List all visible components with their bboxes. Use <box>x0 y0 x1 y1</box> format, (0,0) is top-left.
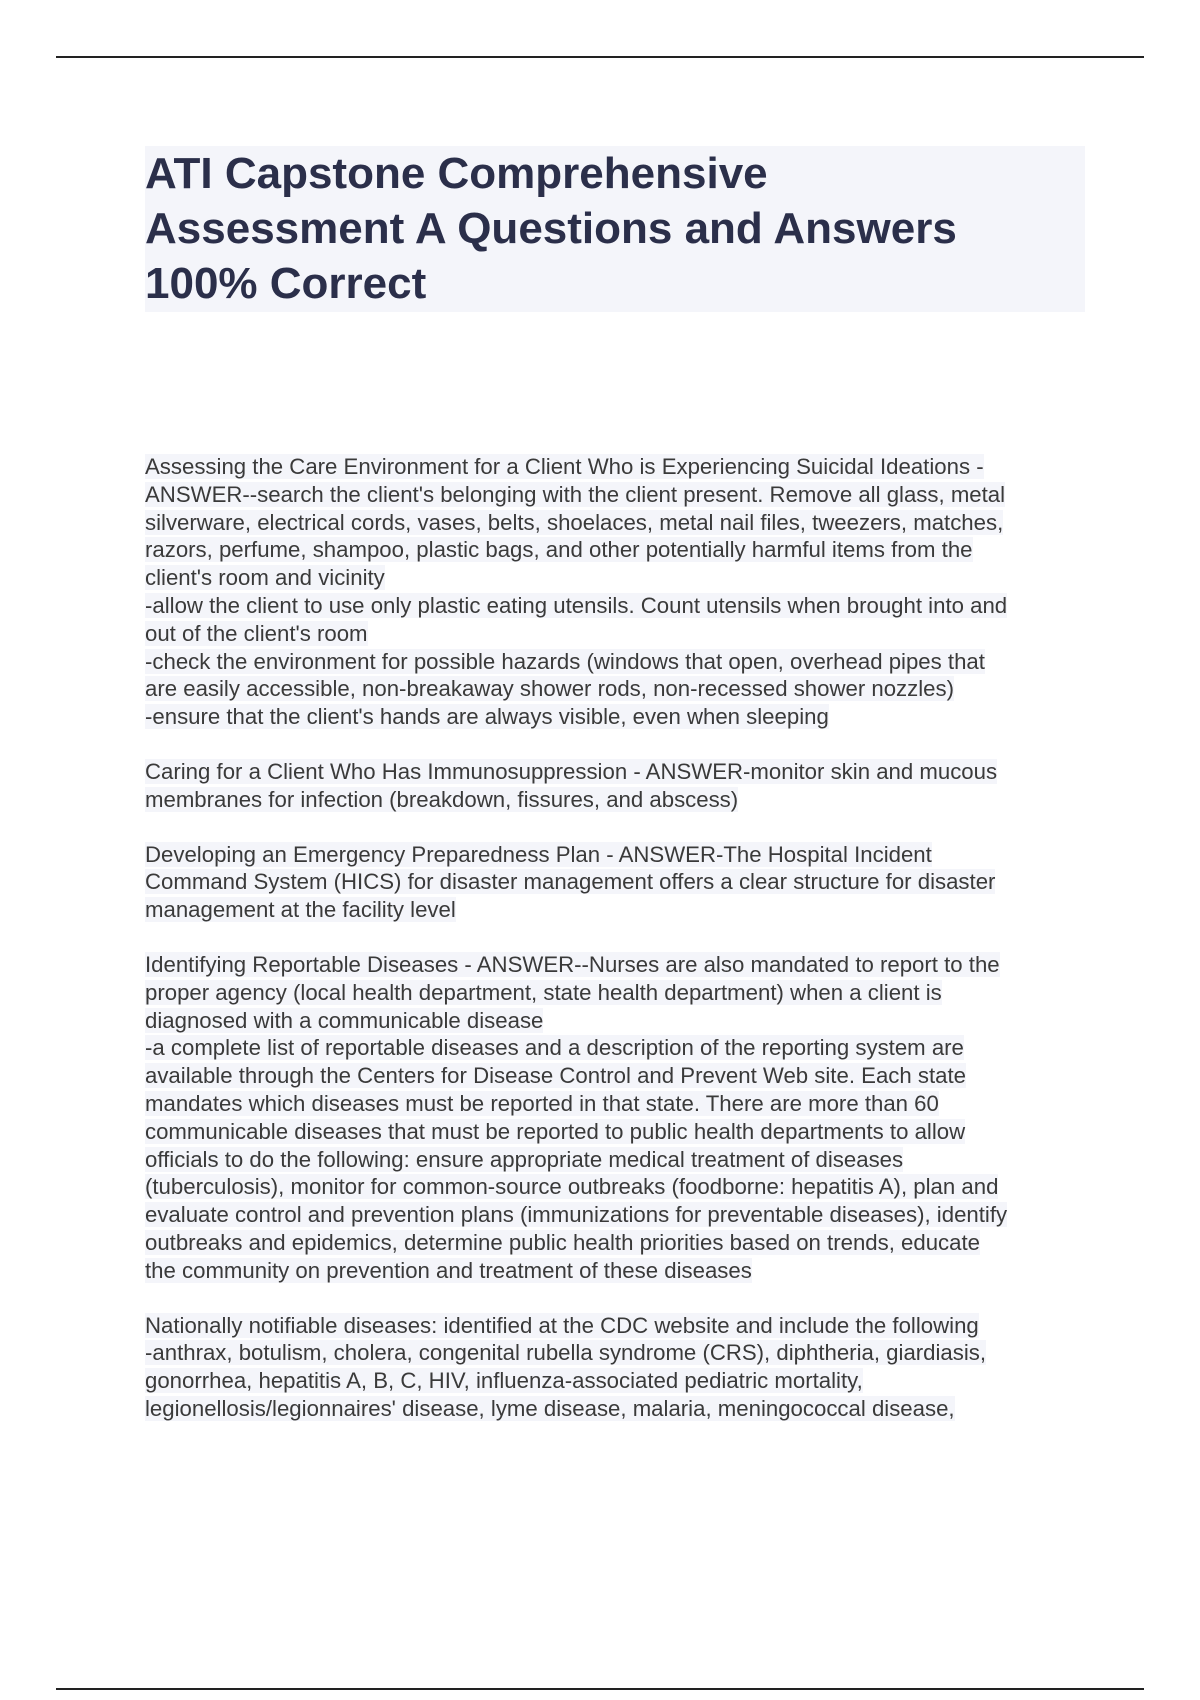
paragraph-line-text: -a complete list of reportable diseases and a description of the reporting system are <box>145 1035 964 1061</box>
paragraph-line <box>145 453 1095 481</box>
paragraph-line-text: Developing an Emergency Preparedness Plan - ANSWER-The Hospital Incident <box>145 841 932 867</box>
paragraph-line <box>145 1007 1095 1035</box>
paragraph-line <box>145 648 1095 676</box>
paragraph-line <box>145 1257 1095 1285</box>
paragraph-line <box>145 1090 1095 1118</box>
paragraph-line <box>145 620 1095 648</box>
paragraph-line-text: membranes for infection (breakdown, fissures, and abscess) <box>145 786 739 812</box>
title-line: 100% Correct <box>145 259 427 308</box>
paragraph-line <box>145 1339 1095 1367</box>
paragraph-line-text: -check the environment for possible hazards (windows that open, overhead pipes that <box>145 648 985 674</box>
paragraph-line <box>145 536 1095 564</box>
paragraph-line-text: outbreaks and epidemics, determine public health priorities based on trends, educate <box>145 1229 980 1255</box>
paragraph-line <box>145 1146 1095 1174</box>
paragraph-line <box>145 1229 1095 1257</box>
paragraph-line <box>145 868 1095 896</box>
paragraph-line-text: evaluate control and prevention plans (immunizations for preventable diseases), identify <box>145 1202 1008 1228</box>
paragraph-line-text: Identifying Reportable Diseases - ANSWER--Nurses are also mandated to report to the <box>145 951 1000 977</box>
paragraph-line <box>145 896 1095 924</box>
paragraph-line <box>145 1312 1095 1340</box>
paragraph-line <box>145 1201 1095 1229</box>
bottom-rule <box>56 1688 1144 1690</box>
answer-paragraph <box>145 453 1095 731</box>
paragraph-line <box>145 841 1095 869</box>
paragraph-line-text: Assessing the Care Environment for a Client Who is Experiencing Suicidal Ideations - <box>145 454 984 479</box>
paragraph-line <box>145 1173 1095 1201</box>
paragraph-line <box>145 758 1095 786</box>
paragraph-line <box>145 1118 1095 1146</box>
paragraph-line <box>145 786 1095 814</box>
paragraph-line-text: gonorrhea, hepatitis A, B, C, HIV, influenza-associated pediatric mortality, <box>145 1368 863 1394</box>
paragraph-line <box>145 1062 1095 1090</box>
paragraph-line-text: -anthrax, botulism, cholera, congenital rubella syndrome (CRS), diphtheria, giardiasis, <box>145 1340 987 1366</box>
paragraph-line-text: diagnosed with a communicable disease <box>145 1007 544 1033</box>
title-line: ATI Capstone Comprehensive <box>145 149 768 198</box>
paragraph-line-text: -ensure that the client's hands are always visible, even when sleeping <box>145 704 829 730</box>
paragraph-line-text: Nationally notifiable diseases: identified at the CDC website and include the following <box>145 1312 979 1338</box>
paragraph-line <box>145 509 1095 537</box>
top-rule <box>56 56 1144 58</box>
paragraph-line <box>145 1034 1095 1062</box>
paragraph-line <box>145 979 1095 1007</box>
paragraph-line-text: -allow the client to use only plastic eating utensils. Count utensils when brought into and <box>145 592 1008 618</box>
answer-paragraph <box>145 951 1095 1285</box>
paragraph-line <box>145 951 1095 979</box>
paragraph-line <box>145 1367 1095 1395</box>
paragraph-line-text: (tuberculosis), monitor for common-source outbreaks (foodborne: hepatitis A), plan and <box>145 1174 999 1200</box>
paragraph-line-text: legionellosis/legionnaires' disease, lyme disease, malaria, meningococcal disease, <box>145 1395 955 1421</box>
paragraph-line-text: razors, perfume, shampoo, plastic bags, and other potentially harmful items from the <box>145 537 973 563</box>
document-body <box>145 453 1095 1450</box>
paragraph-line-text: silverware, electrical cords, vases, belts, shoelaces, metal nail files, tweezers, matches, <box>145 509 1004 535</box>
paragraph-line-text: the community on prevention and treatment of these diseases <box>145 1257 752 1283</box>
paragraph-line-text: mandates which diseases must be reported in that state. There are more than 60 <box>145 1090 939 1116</box>
paragraph-line-text: out of the client's room <box>145 620 368 646</box>
answer-paragraph <box>145 841 1095 924</box>
paragraph-line-text: available through the Centers for Disease Control and Prevent Web site. Each state <box>145 1063 966 1089</box>
answer-paragraph <box>145 758 1095 814</box>
paragraph-line <box>145 675 1095 703</box>
answer-paragraph <box>145 1312 1095 1423</box>
paragraph-line <box>145 564 1095 592</box>
paragraph-line-text: officials to do the following: ensure appropriate medical treatment of diseases <box>145 1146 904 1172</box>
paragraph-line <box>145 703 1095 731</box>
paragraph-line-text: Command System (HICS) for disaster management offers a clear structure for disaster <box>145 869 996 895</box>
paragraph-line <box>145 1395 1095 1423</box>
document-title <box>145 146 1085 311</box>
title-line: Assessment A Questions and Answers <box>145 204 957 253</box>
paragraph-line-text: client's room and vicinity <box>145 565 385 591</box>
paragraph-line-text: Caring for a Client Who Has Immunosuppression - ANSWER-monitor skin and mucous <box>145 758 998 784</box>
paragraph-line-text: are easily accessible, non-breakaway shower rods, non-recessed shower nozzles) <box>145 676 954 702</box>
paragraph-line <box>145 592 1095 620</box>
paragraph-line-text: management at the facility level <box>145 897 456 923</box>
paragraph-line <box>145 481 1095 509</box>
paragraph-line-text: communicable diseases that must be reported to public health departments to allow <box>145 1118 966 1144</box>
paragraph-line-text: ANSWER--search the client's belonging with the client present. Remove all glass, metal <box>145 481 1006 507</box>
paragraph-line-text: proper agency (local health department, state health department) when a client is <box>145 979 942 1005</box>
